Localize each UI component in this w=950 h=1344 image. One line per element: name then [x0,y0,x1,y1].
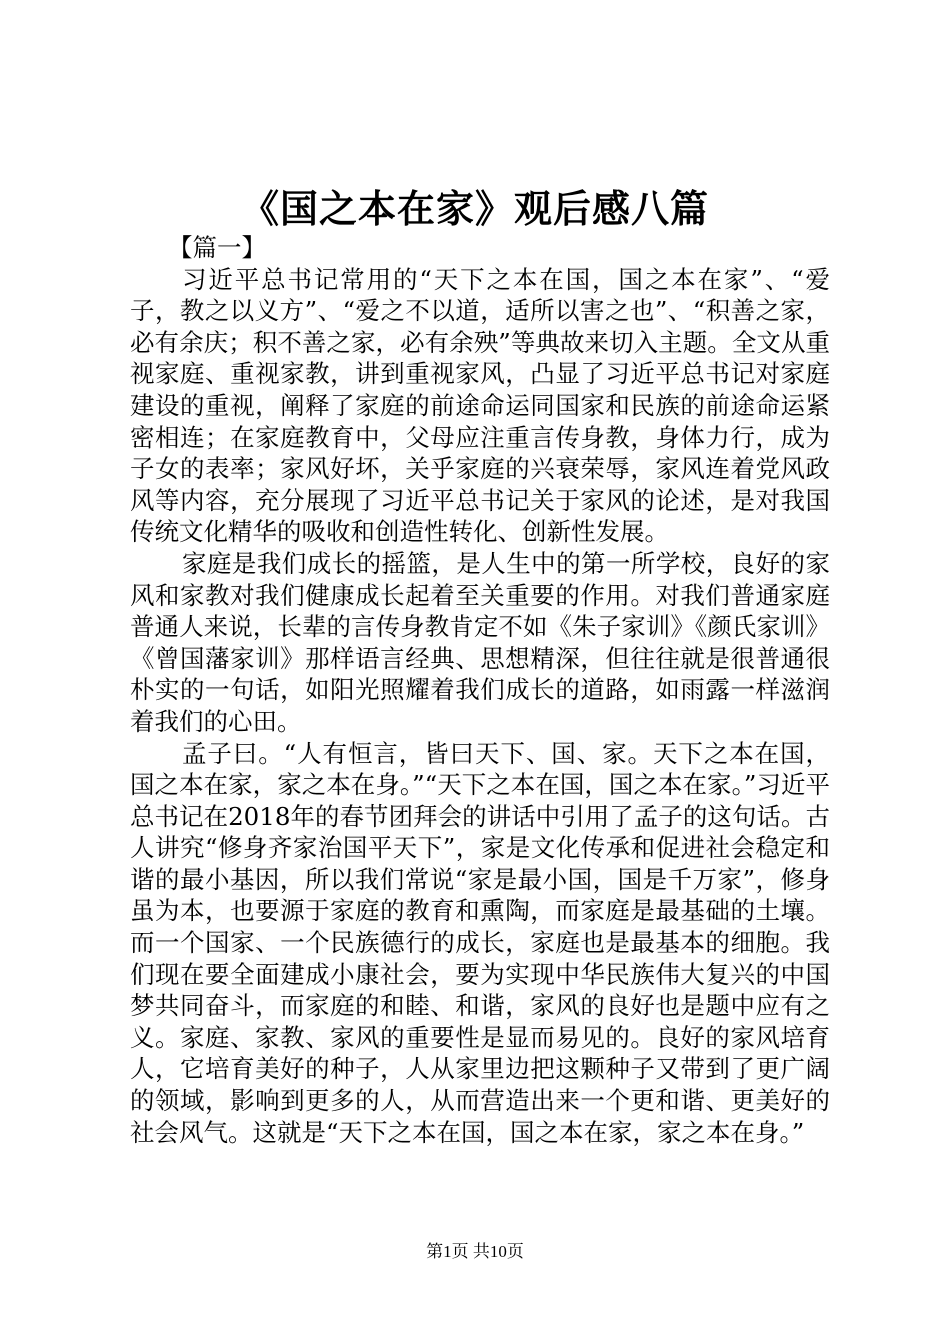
document-body [130,232,830,1148]
paragraph-1: 习近平总书记常用的“天下之本在国，国之本在家”、“爱子，教之以义方”、“爱之不以道，适所以害之也”、“积善之家，必有余庆；积不善之家，必有余殃”等典故来切入主题。全文从重视家庭、重视家教，讲到重视家风，凸显了习近平总书记对家庭建设的重视，阐释了家庭的前途命运同国家和民族的前途命运紧密相连；在家庭教育中，父母应注重言传身教，身体力行，成为子女的表率；家风好坏，关乎家庭的兴衰荣辱，家风连着党风政风等内容，充分展现了习近平总书记关于家风的论述，是对我国传统文化精华的吸收和创造性转化、创新性发展。 [130,264,830,547]
paragraph-2: 家庭是我们成长的摇篮，是人生中的第一所学校，良好的家风和家教对我们健康成长起着至关重要的作用。对我们普通家庭普通人来说，长辈的言传身教肯定不如《朱子家训》《颜氏家训》《曾国藩家训》那样语言经典、思想精深，但往往就是很普通很朴实的一句话，如阳光照耀着我们成长的道路，如雨露一样滋润着我们的心田。 [130,548,830,736]
page-footer: 第1页 共10页 [426,1242,524,1261]
paragraph-3: 孟子曰。“人有恒言，皆曰天下、国、家。天下之本在国，国之本在家，家之本在身。”“天下之本在国，国之本在家。”习近平总书记在2018年的春节团拜会的讲话中引用了孟子的这句话。古人讲究“修身齐家治国平天下”，家是文化传承和促进社会稳定和谐的最小基因，所以我们常说“家是最小国，国是千万家”，修身虽为本，也要源于家庭的教育和熏陶，而家庭是最基础的土壤。而一个国家、一个民族德行的成长，家庭也是最基本的细胞。我们现在要全面建成小康社会，要为实现中华民族伟大复兴的中国梦共同奋斗，而家庭的和睦、和谐，家风的良好也是题中应有之义。家庭、家教、家风的重要性是显而易见的。良好的家风培育人，它培育美好的种子，人从家里边把这颗种子又带到了更广阔的领域，影响到更多的人，从而营造出来一个更和谐、更美好的社会风气。这就是“天下之本在国，国之本在家，家之本在身。” [130,738,830,1147]
section-label: 【篇一】 [168,233,266,262]
document-title: 《国之本在家》观后感八篇 [240,186,709,231]
